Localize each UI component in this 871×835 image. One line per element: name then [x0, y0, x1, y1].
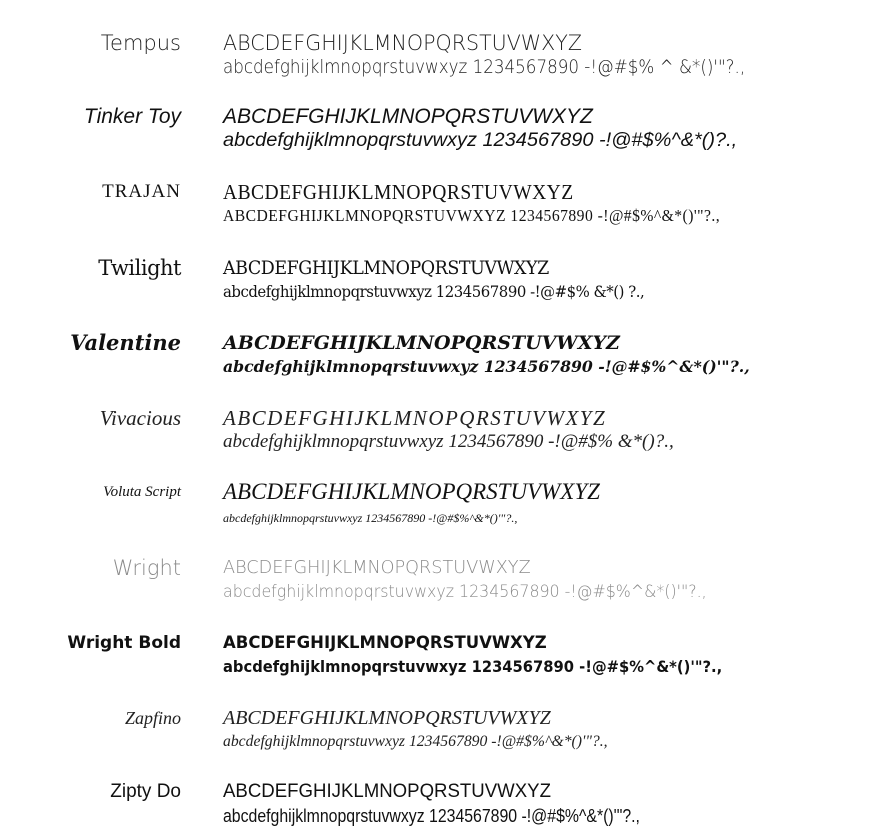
uppercase-sample: ABCDEFGHIJKLMNOPQRSTUVWXYZ	[223, 633, 547, 653]
uppercase-sample: ABCDEFGHIJKLMNOPQRSTUVWXYZ	[223, 180, 574, 204]
lowercase-numbers-sample: abcdefghijklmnopqrstuvwxyz 1234567890 -!@#$%^&*()'"?.,	[223, 582, 707, 602]
font-row-tempus	[0, 30, 871, 86]
lowercase-numbers-sample: abcdefghijklmnopqrstuvwxyz 1234567890 -!@#$%^&*()'"?.,	[223, 511, 518, 525]
font-row-voluta-script	[0, 479, 871, 535]
font-row-wright	[0, 555, 871, 611]
font-name: Tinker Toy	[83, 105, 181, 128]
lowercase-numbers-sample: abcdefghijklmnopqrstuvwxyz 1234567890 -!@#$%^&*()'"?.,	[223, 657, 723, 676]
uppercase-sample: ABCDEFGHIJKLMNOPQRSTUVWXYZ	[223, 557, 531, 578]
lowercase-numbers-sample: abcdefghijklmnopqrstuvwxyz 1234567890 -!@#$%^&*()'"?.,	[223, 357, 750, 376]
font-name: Twilight	[98, 256, 181, 280]
lowercase-numbers-sample: abcdefghijklmnopqrstuvwxyz 1234567890 -!@#$% &*() ?.,	[223, 282, 645, 301]
uppercase-sample: ABCDEFGHIJKLMNOPQRSTUVWXYZ	[223, 257, 549, 279]
lowercase-numbers-sample: abcdefghijklmnopqrstuvwxyz 1234567890 -!@#$% ^ &*()'"?.,	[223, 56, 746, 78]
uppercase-sample: ABCDEFGHIJKLMNOPQRSTUVWXYZ	[223, 479, 600, 504]
lowercase-numbers-sample: abcdefghijklmnopqrstuvwxyz 1234567890 -!@#$%^&*()'"?.,	[223, 733, 608, 750]
font-row-wright-bold	[0, 630, 871, 686]
font-name: Voluta Script	[103, 484, 181, 500]
uppercase-sample: ABCDEFGHIJKLMNOPQRSTUVWXYZ	[223, 332, 620, 354]
uppercase-sample: ABCDEFGHIJKLMNOPQRSTUVWXYZ	[223, 781, 551, 802]
uppercase-sample: ABCDEFGHIJKLMNOPQRSTUVWXYZ	[223, 105, 593, 128]
font-row-zapfino	[0, 705, 871, 761]
font-row-tinker-toy	[0, 104, 871, 160]
uppercase-sample: ABCDEFGHIJKLMNOPQRSTUVWXYZ	[223, 31, 582, 55]
lowercase-numbers-sample: abcdefghijklmnopqrstuvwxyz 1234567890 -!@#$% &*()?.,	[223, 431, 674, 452]
font-name: Wright	[112, 556, 181, 580]
font-row-trajan	[0, 179, 871, 235]
uppercase-sample: ABCDEFGHIJKLMNOPQRSTUVWXYZ	[223, 406, 607, 430]
font-row-valentine	[0, 330, 871, 386]
font-name: Vivacious	[99, 406, 181, 430]
font-name: Valentine	[70, 330, 181, 355]
font-name: Tempus	[100, 31, 181, 55]
font-name: TRAJAN	[102, 181, 181, 202]
lowercase-numbers-sample: abcdefghijklmnopqrstuvwxyz 1234567890 -!@#$%^&*()?.,	[223, 130, 738, 151]
font-name: Zipty Do	[110, 781, 181, 802]
font-row-vivacious	[0, 405, 871, 461]
uppercase-sample: ABCDEFGHIJKLMNOPQRSTUVWXYZ	[223, 707, 551, 729]
lowercase-numbers-sample: abcdefghijklmnopqrstuvwxyz 1234567890 -!@#$%^&*()'"?.,	[223, 806, 640, 826]
font-row-twilight	[0, 255, 871, 311]
lowercase-numbers-sample: ABCDEFGHIJKLMNOPQRSTUVWXYZ 1234567890 -!@#$%^&*()'"?.,	[223, 206, 721, 225]
font-row-zipty-do	[0, 779, 871, 835]
font-name: Zapfino	[124, 708, 181, 728]
font-name: Wright Bold	[67, 633, 181, 653]
